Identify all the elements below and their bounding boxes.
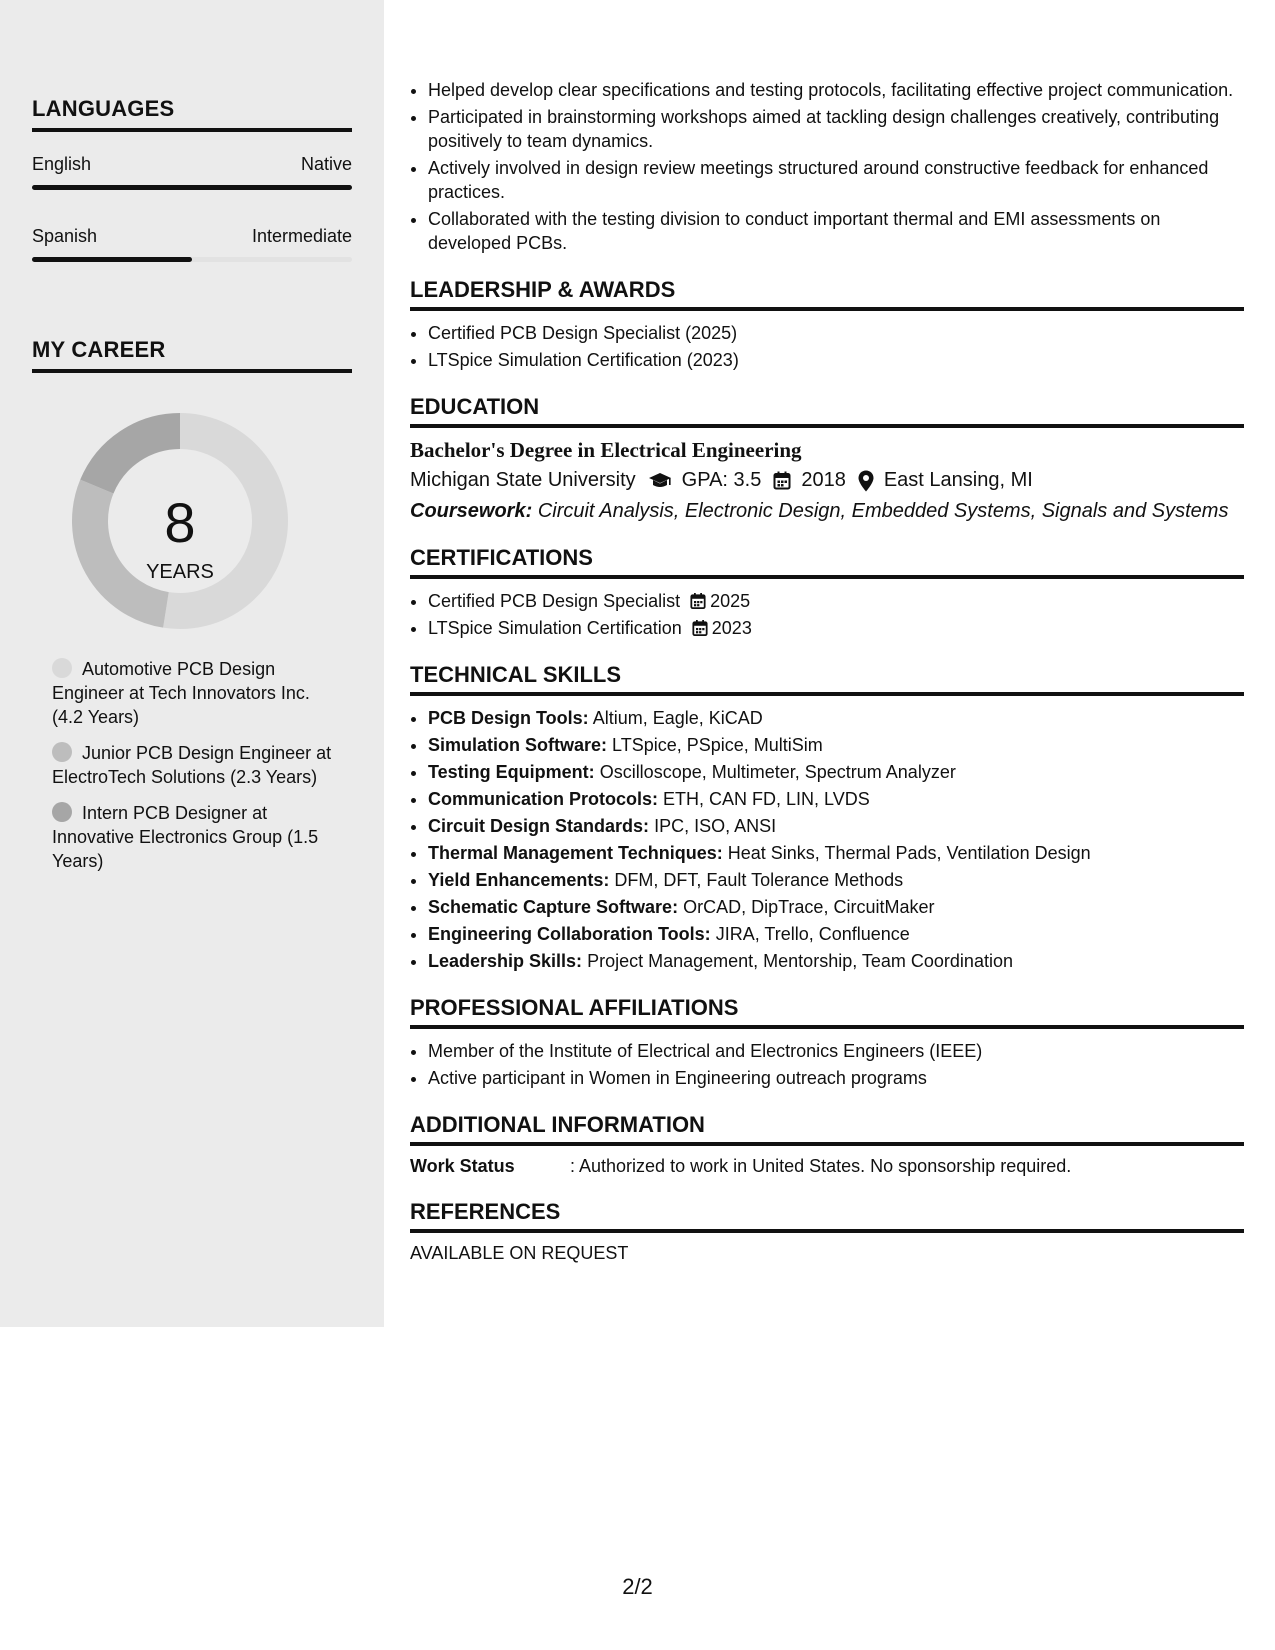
sidebar xyxy=(0,0,384,1327)
career-donut-chart xyxy=(32,383,352,633)
language-item xyxy=(32,154,352,190)
affiliations-title: PROFESSIONAL AFFILIATIONS xyxy=(410,995,1244,1029)
experience-bullet: • Helped develop clear specifications and testing protocols, facilitating effective project communication. xyxy=(428,78,1244,102)
skill-value: JIRA, Trello, Confluence xyxy=(715,924,910,944)
skill-item xyxy=(428,841,1244,865)
certifications-title: CERTIFICATIONS xyxy=(410,545,1244,579)
skill-value: Project Management, Mentorship, Team Coordination xyxy=(587,951,1013,971)
language-level: Native xyxy=(300,154,352,174)
certification-year: 2023 xyxy=(711,618,752,638)
education-gpa: GPA: 3.5 xyxy=(681,469,762,491)
graduation-cap-icon xyxy=(648,472,672,490)
skill-label: PCB Design Tools: xyxy=(428,708,589,728)
skill-item xyxy=(428,949,1244,973)
skill-label: Engineering Collaboration Tools: xyxy=(428,924,711,944)
main-content xyxy=(410,78,1244,1264)
skill-item xyxy=(428,895,1244,919)
education-school: Michigan State University xyxy=(410,469,636,491)
skill-value: LTSpice, PSpice, MultiSim xyxy=(612,735,823,755)
language-name: Spanish xyxy=(32,226,98,246)
skill-label: Testing Equipment: xyxy=(428,762,595,782)
calendar-icon xyxy=(692,619,708,637)
leadership-item: • Certified PCB Design Specialist (2025) xyxy=(428,321,1244,345)
languages-section xyxy=(32,96,352,262)
calendar-icon xyxy=(690,592,706,610)
experience-bullets xyxy=(410,78,1244,255)
skill-value: IPC, ISO, ANSI xyxy=(654,816,777,836)
leadership-item: • LTSpice Simulation Certification (2023) xyxy=(428,348,1244,372)
skill-label: Yield Enhancements: xyxy=(428,870,610,890)
additional-info-title: ADDITIONAL INFORMATION xyxy=(410,1112,1244,1146)
language-proficiency-bar xyxy=(32,185,352,190)
legend-dot xyxy=(52,802,72,822)
education-coursework xyxy=(410,500,1244,523)
leadership-title: LEADERSHIP & AWARDS xyxy=(410,277,1244,311)
skill-label: Circuit Design Standards: xyxy=(428,816,650,836)
legend-dot xyxy=(52,742,72,762)
career-total-number: 8 xyxy=(164,491,196,554)
experience-bullet: • Collaborated with the testing division to conduct important thermal and EMI assessments on developed PCBs. xyxy=(428,207,1244,255)
language-proficiency-bar xyxy=(32,257,352,262)
calendar-icon xyxy=(773,471,791,490)
experience-bullet: • Participated in brainstorming workshops aimed at tackling design challenges creatively, contributing positively to team dynamics. xyxy=(428,105,1244,153)
skill-item xyxy=(428,814,1244,838)
affiliation-item: • Active participant in Women in Engineering outreach programs xyxy=(428,1066,1244,1090)
certification-name: Certified PCB Design Specialist xyxy=(428,591,681,611)
education-degree: Bachelor's Degree in Electrical Engineering xyxy=(410,438,802,462)
career-legend-text: Junior PCB Design Engineer at ElectroTech Solutions (2.3 Years) xyxy=(52,743,332,787)
career-legend-item xyxy=(32,801,332,873)
page-number: 2/2 xyxy=(622,1574,653,1599)
skill-value: ETH, CAN FD, LIN, LVDS xyxy=(663,789,870,809)
education-details xyxy=(410,469,1244,492)
coursework-label: Coursework: xyxy=(410,500,533,522)
career-title: MY CAREER xyxy=(32,337,352,373)
skill-item xyxy=(428,922,1244,946)
skill-item xyxy=(428,868,1244,892)
work-status-label: Work Status xyxy=(410,1156,515,1176)
language-name: English xyxy=(32,154,92,174)
certification-item xyxy=(428,589,1244,613)
skill-value: OrCAD, DipTrace, CircuitMaker xyxy=(683,897,935,917)
certifications-list xyxy=(410,589,1244,640)
certification-item xyxy=(428,616,1244,640)
education-location: East Lansing, MI xyxy=(883,469,1033,491)
skill-item xyxy=(428,706,1244,730)
language-item xyxy=(32,226,352,262)
career-legend xyxy=(32,657,352,873)
skill-value: Altium, Eagle, KiCAD xyxy=(592,708,763,728)
work-status-value: : Authorized to work in United States. No sponsorship required. xyxy=(570,1156,1072,1176)
certification-year: 2025 xyxy=(710,591,751,611)
work-status-row xyxy=(410,1156,1244,1177)
skill-label: Communication Protocols: xyxy=(428,789,659,809)
skill-value: Heat Sinks, Thermal Pads, Ventilation Design xyxy=(727,843,1091,863)
skill-item xyxy=(428,787,1244,811)
skills-title: TECHNICAL SKILLS xyxy=(410,662,1244,696)
skill-label: Simulation Software: xyxy=(428,735,608,755)
skill-item xyxy=(428,760,1244,784)
affiliation-item: • Member of the Institute of Electrical and Electronics Engineers (IEEE) xyxy=(428,1039,1244,1063)
education-title: EDUCATION xyxy=(410,394,1244,428)
language-proficiency-fill xyxy=(32,185,352,190)
career-legend-text: Automotive PCB Design Engineer at Tech Innovators Inc. (4.2 Years) xyxy=(52,659,310,727)
skill-label: Schematic Capture Software: xyxy=(428,897,679,917)
skills-list xyxy=(410,706,1244,973)
map-pin-icon xyxy=(858,470,874,492)
language-level: Intermediate xyxy=(251,226,352,246)
career-section xyxy=(32,337,352,885)
donut-segment-2 xyxy=(97,431,180,487)
career-legend-text: Intern PCB Designer at Innovative Electronics Group (1.5 Years) xyxy=(52,803,319,871)
affiliations-list xyxy=(410,1039,1244,1090)
experience-bullet: • Actively involved in design review meetings structured around constructive feedback for enhanced practices. xyxy=(428,156,1244,204)
references-title: REFERENCES xyxy=(410,1199,1244,1233)
languages-title: LANGUAGES xyxy=(32,96,352,132)
certification-name: LTSpice Simulation Certification xyxy=(428,618,682,638)
references-text: AVAILABLE ON REQUEST xyxy=(410,1243,629,1263)
skill-label: Thermal Management Techniques: xyxy=(428,843,723,863)
donut-segment-1 xyxy=(90,487,166,610)
skill-label: Leadership Skills: xyxy=(428,951,583,971)
education-year: 2018 xyxy=(801,469,846,491)
skill-value: Oscilloscope, Multimeter, Spectrum Analyzer xyxy=(599,762,956,782)
legend-dot xyxy=(52,658,72,678)
language-proficiency-fill xyxy=(32,257,192,262)
leadership-list xyxy=(410,321,1244,372)
career-total-unit: YEARS xyxy=(146,561,214,583)
career-legend-item xyxy=(32,657,332,729)
coursework-text: Circuit Analysis, Electronic Design, Embedded Systems, Signals and Systems xyxy=(537,500,1229,522)
skill-value: DFM, DFT, Fault Tolerance Methods xyxy=(614,870,904,890)
career-legend-item xyxy=(32,741,332,789)
skill-item xyxy=(428,733,1244,757)
